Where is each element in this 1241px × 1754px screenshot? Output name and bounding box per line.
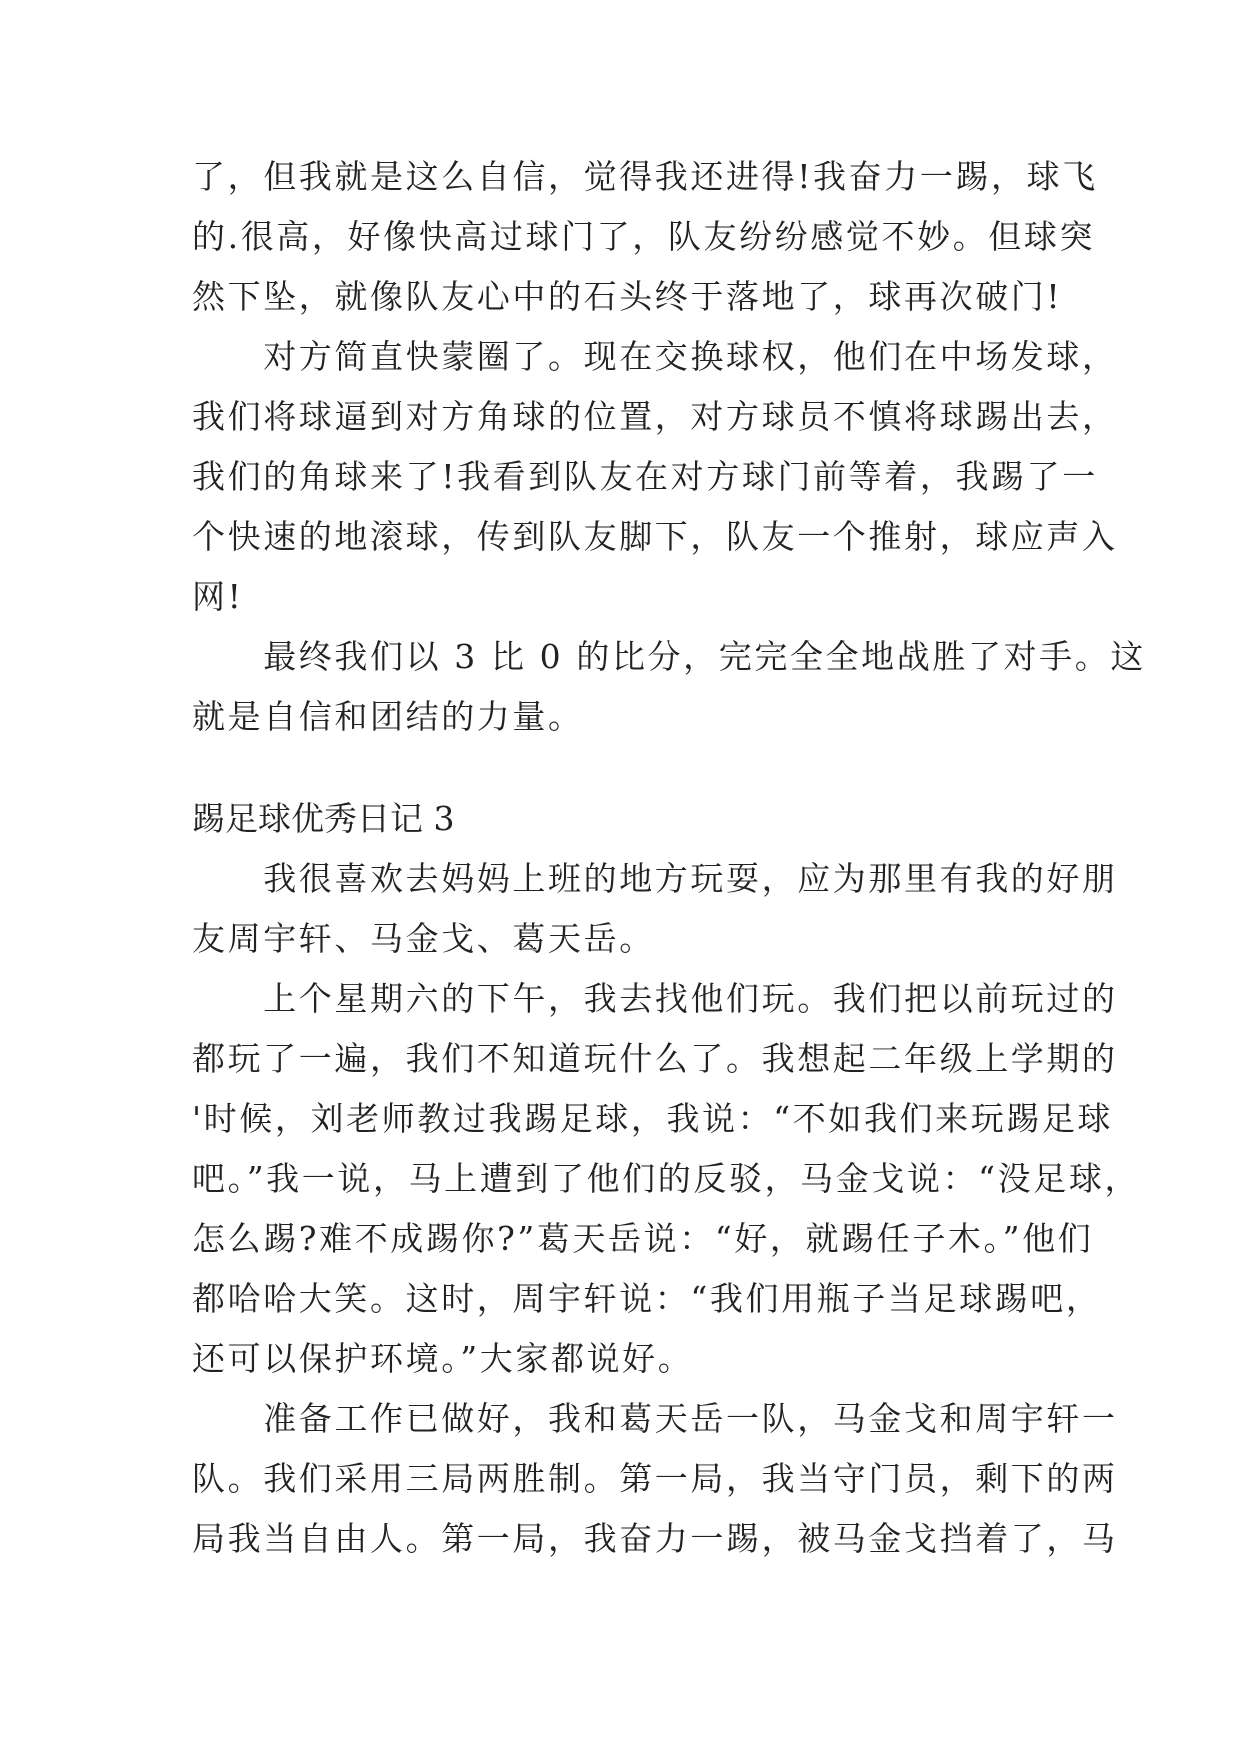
text-line: 准备工作已做好，我和葛天岳一队，马金戈和周宇轩一: [192, 1399, 1118, 1438]
text-line: '时候，刘老师教过我踢足球，我说：“不如我们来玩踢足球: [192, 1099, 1114, 1138]
text-line: 网!: [192, 577, 244, 616]
text-line: 对方简直快蒙圈了。现在交换球权，他们在中场发球，: [192, 337, 1118, 376]
text-line: 怎么踢?难不成踢你?”葛天岳说：“好，就踢任子木。”他们: [192, 1219, 1094, 1258]
text-line: 局我当自由人。第一局，我奋力一踢，被马金戈挡着了，马: [192, 1519, 1118, 1558]
text-line: 的.很高，好像快高过球门了，队友纷纷感觉不妙。但球突: [192, 217, 1096, 256]
text-line: 我很喜欢去妈妈上班的地方玩耍，应为那里有我的好朋: [192, 859, 1118, 898]
text-line: 我们的角球来了!我看到队友在对方球门前等着，我踢了一: [192, 457, 1098, 496]
text-line: 还可以保护环境。”大家都说好。: [192, 1339, 694, 1378]
text-line: 吧。”我一说，马上遭到了他们的反驳，马金戈说：“没足球，: [192, 1159, 1141, 1198]
text-line: 了，但我就是这么自信，觉得我还进得!我奋力一踢，球飞: [192, 157, 1098, 196]
section-title: 踢足球优秀日记 3: [192, 799, 455, 838]
text-line: 个快速的地滚球，传到队友脚下，队友一个推射，球应声入: [192, 517, 1118, 556]
text-line: 最终我们以 3 比 0 的比分，完完全全地战胜了对手。这: [192, 637, 1146, 676]
document-body: [192, 157, 1146, 1558]
text-line: 上个星期六的下午，我去找他们玩。我们把以前玩过的: [192, 979, 1118, 1018]
text-line: 就是自信和团结的力量。: [192, 697, 584, 736]
text-line: 都哈哈大笑。这时，周宇轩说：“我们用瓶子当足球踢吧，: [192, 1279, 1102, 1318]
text-line: 然下坠，就像队友心中的石头终于落地了，球再次破门!: [192, 277, 1063, 316]
text-line: 都玩了一遍，我们不知道玩什么了。我想起二年级上学期的: [192, 1039, 1118, 1078]
text-line: 我们将球逼到对方角球的位置，对方球员不慎将球踢出去，: [192, 397, 1118, 436]
text-line: 友周宇轩、马金戈、葛天岳。: [192, 919, 655, 958]
text-line: 队。我们采用三局两胜制。第一局，我当守门员，剩下的两: [192, 1459, 1118, 1498]
